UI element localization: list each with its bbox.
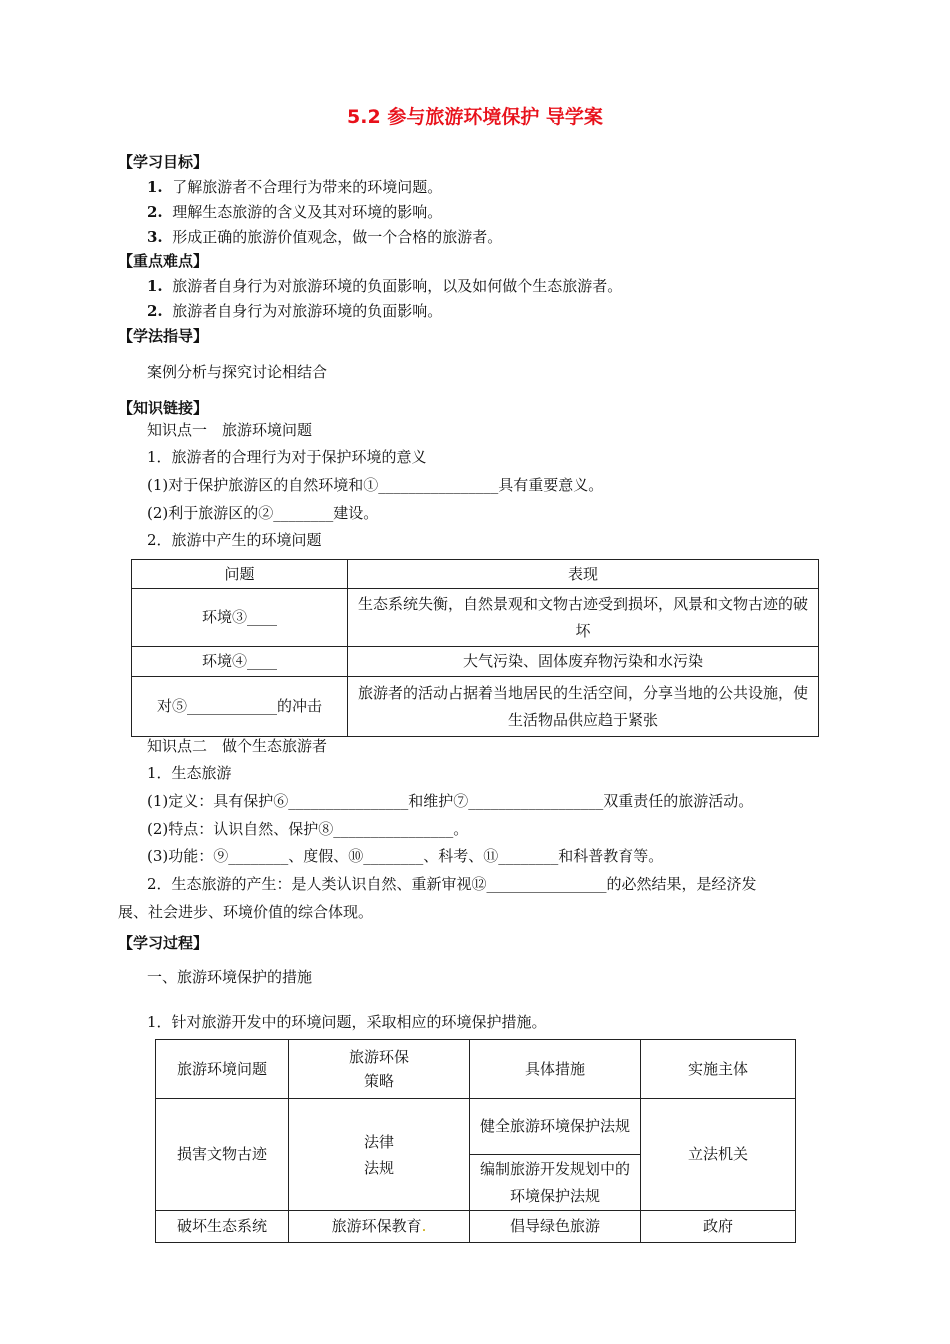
fill-blank-line: (1)定义：具有保护⑥________________和维护⑦__________________双重责任的旅游活动。 — [147, 792, 754, 810]
environment-problems-table — [131, 559, 819, 737]
table-cell: 旅游者的活动占据着当地居民的生活空间，分享当地的公共设施，使生活物品供应趋于紧张 — [348, 677, 819, 737]
item-number: 2. — [147, 203, 163, 221]
item-text: 形成正确的旅游价值观念，做一个合格的旅游者。 — [172, 228, 503, 246]
table-header: 旅游环境问题 — [156, 1040, 289, 1099]
process-subheading: 1．针对旅游开发中的环境问题，采取相应的环境保护措施。 — [147, 1013, 547, 1031]
strategy-text: 法律法规 — [363, 1132, 394, 1177]
table-cell: 立法机关 — [641, 1099, 796, 1211]
key-point-item-2 — [147, 301, 442, 321]
objective-item-1 — [147, 177, 442, 197]
objectives-heading: 【学习目标】 — [118, 153, 209, 171]
table-cell: 对⑤____________的冲击 — [132, 677, 348, 737]
table-header: 实施主体 — [641, 1040, 796, 1099]
method-heading: 【学法指导】 — [118, 327, 209, 345]
item-number: 1. — [147, 277, 163, 295]
key-point-item-1 — [147, 276, 622, 296]
table-cell — [289, 1099, 470, 1211]
table-cell: 健全旅游环境保护法规 — [470, 1099, 641, 1155]
table-cell: 生态系统失衡，自然景观和文物古迹受到损坏，风景和文物古迹的破坏 — [348, 589, 819, 647]
table-cell: 大气污染、固体废弃物污染和水污染 — [348, 647, 819, 677]
header-strategy-text: 旅游环保策略 — [348, 1048, 409, 1090]
knowledge-subheading: 2．旅游中产生的环境问题 — [147, 531, 322, 549]
item-text: 旅游者自身行为对旅游环境的负面影响。 — [172, 302, 443, 320]
item-text: 旅游者自身行为对旅游环境的负面影响，以及如何做个生态旅游者。 — [172, 277, 623, 295]
protection-measures-table — [155, 1039, 796, 1243]
fill-blank-line: (1)对于保护旅游区的自然环境和①________________具有重要意义。 — [147, 476, 604, 494]
item-text: 了解旅游者不合理行为带来的环境问题。 — [172, 178, 443, 196]
item-number: 2. — [147, 302, 163, 320]
process-subheading: 一、旅游环境保护的措施 — [147, 968, 313, 986]
fill-blank-line: 2．生态旅游的产生：是人类认识自然、重新审视⑫________________的必然结果，是经济发 — [147, 875, 757, 893]
item-number: 3. — [147, 228, 163, 246]
table-cell: 环境④____ — [132, 647, 348, 677]
table-header: 问题 — [132, 560, 348, 589]
fill-blank-line: 展、社会进步、环境价值的综合体现。 — [118, 903, 374, 921]
fill-blank-line: (2)特点：认识自然、保护⑧________________。 — [147, 820, 469, 838]
knowledge-subheading: 1．生态旅游 — [147, 764, 232, 782]
table-cell: 倡导绿色旅游 — [470, 1211, 641, 1243]
table-cell — [289, 1211, 470, 1243]
fill-blank-line: (3)功能：⑨________、度假、⑩________、科考、⑪________和科普教育等。 — [147, 847, 664, 865]
table-cell: 损害文物古迹 — [156, 1099, 289, 1211]
objective-item-3 — [147, 227, 502, 247]
strategy-text: 旅游环保教育 — [331, 1217, 422, 1235]
knowledge-subheading: 1．旅游者的合理行为对于保护环境的意义 — [147, 448, 427, 466]
table-cell: 破坏生态系统 — [156, 1211, 289, 1243]
knowledge-point-2-title: 知识点二 做个生态旅游者 — [147, 737, 328, 755]
table-cell: 政府 — [641, 1211, 796, 1243]
knowledge-point-1-title: 知识点一 旅游环境问题 — [147, 421, 313, 439]
method-text: 案例分析与探究讨论相结合 — [147, 363, 328, 381]
item-text: 理解生态旅游的含义及其对环境的影响。 — [172, 203, 443, 221]
knowledge-heading: 【知识链接】 — [118, 399, 209, 417]
key-points-heading: 【重点难点】 — [118, 252, 209, 270]
fill-blank-line: (2)利于旅游区的②________建设。 — [147, 504, 379, 522]
item-number: 1. — [147, 178, 163, 196]
table-header: 具体措施 — [470, 1040, 641, 1099]
process-heading: 【学习过程】 — [118, 934, 209, 952]
objective-item-2 — [147, 202, 442, 222]
table-header: 表现 — [348, 560, 819, 589]
table-cell: 编制旅游开发规划中的环境保护法规 — [470, 1155, 641, 1211]
table-cell: 环境③____ — [132, 589, 348, 647]
table-header — [289, 1040, 470, 1099]
page-title: 5.2 参与旅游环境保护 导学案 — [347, 106, 603, 128]
marker-dot: . — [421, 1217, 427, 1235]
